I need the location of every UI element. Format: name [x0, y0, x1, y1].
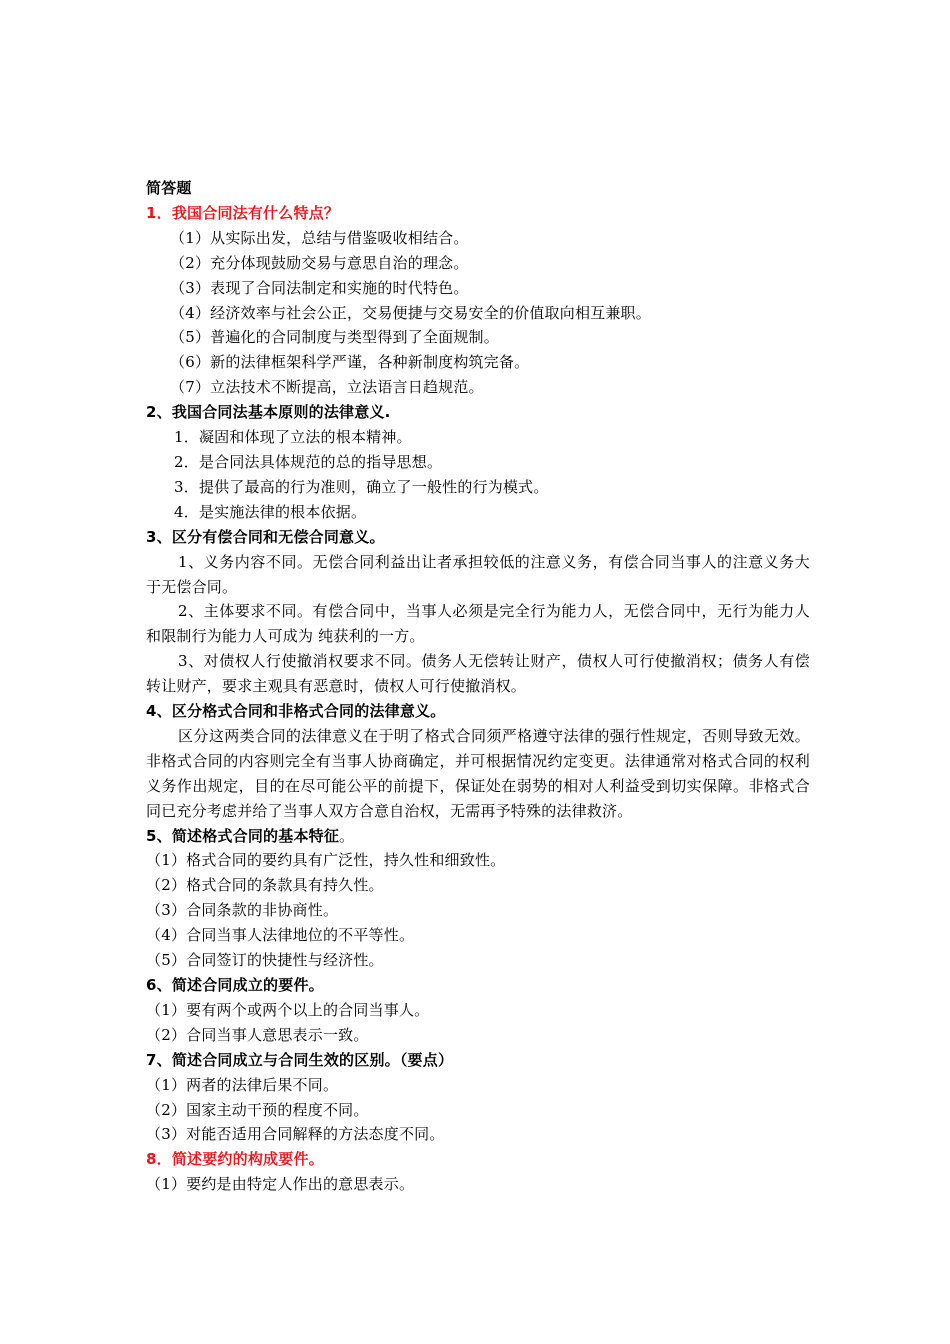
- question-5-title-tail: 。: [339, 826, 355, 845]
- question-3-paragraph: 3、对债权人行使撤消权要求不同。债务人无偿转让财产，债权人可行使撤消权；债务人有偿转让财产，要求主观具有恶意时，债权人可行使撤消权。: [146, 652, 810, 696]
- question-5-title-line: [146, 824, 810, 849]
- question-6-title: 6、简述合同成立的要件。: [146, 976, 324, 994]
- question-8-title: 8．简述要约的构成要件。: [146, 1150, 324, 1169]
- question-3-paragraph: 1、义务内容不同。无偿合同利益出让者承担较低的注意义务，有偿合同当事人的注意义务大于无偿合同。: [146, 552, 810, 596]
- question-2-title: 2、我国合同法基本原则的法律意义.: [146, 403, 391, 422]
- question-5-item: （3）合同条款的非协商性。: [146, 901, 339, 920]
- question-7-item: （3）对能否适用合同解释的方法态度不同。: [146, 1125, 445, 1144]
- question-3-paragraph: 2、主体要求不同。有偿合同中，当事人必须是完全行为能力人，无偿合同中，无行为能力人和限制行为能力人可成为 纯获利的一方。: [146, 602, 810, 646]
- question-1-item: （1）从实际出发，总结与借鉴吸收相结合。: [170, 228, 469, 247]
- question-5-item: （2）格式合同的条款具有持久性。: [146, 876, 384, 895]
- question-8-item: （1）要约是由特定人作出的意思表示。: [146, 1175, 415, 1194]
- question-7-item: （2）国家主动干预的程度不同。: [146, 1100, 369, 1119]
- question-5-item: （4）合同当事人法律地位的不平等性。: [146, 926, 415, 945]
- question-5-title: 5、简述格式合同的基本特征: [146, 826, 340, 845]
- question-2-item: 1．凝固和体现了立法的根本精神。: [174, 428, 412, 447]
- question-1-item: （4）经济效率与社会公正，交易便捷与交易安全的价值取向相互兼职。: [170, 303, 651, 322]
- question-6-item: （1）要有两个或两个以上的合同当事人。: [146, 1000, 430, 1019]
- question-2-item: 2．是合同法具体规范的总的指导思想。: [174, 452, 443, 471]
- question-5-item: （5）合同签订的快捷性与经济性。: [146, 951, 384, 970]
- question-1-item: （7）立法技术不断提高，立法语言日趋规范。: [170, 378, 484, 397]
- question-1-item: （5）普遍化的合同制度与类型得到了全面规制。: [170, 328, 499, 347]
- document-body: [146, 176, 810, 1197]
- question-1-item: （3）表现了合同法制定和实施的时代特色。: [170, 278, 469, 297]
- question-3-title: 3、区分有偿合同和无偿合同意义。: [146, 527, 385, 546]
- question-7-item: （1）两者的法律后果不同。: [146, 1075, 339, 1094]
- question-1-title: 1．我国合同法有什么特点？: [146, 203, 340, 222]
- question-5-item: （1）格式合同的要约具有广泛性，持久性和细致性。: [146, 851, 506, 870]
- question-1-item: （2）充分体现鼓励交易与意思自治的理念。: [170, 253, 469, 272]
- question-6-item: （2）合同当事人意思表示一致。: [146, 1025, 369, 1044]
- question-7-title: 7、简述合同成立与合同生效的区别。（要点）: [146, 1050, 454, 1069]
- question-1-item: （6）新的法律框架科学严谨，各种新制度构筑完备。: [170, 353, 530, 372]
- question-2-item: 3．提供了最高的行为准则，确立了一般性的行为模式。: [174, 477, 549, 496]
- question-4-title: 4、区分格式合同和非格式合同的法律意义。: [146, 702, 446, 721]
- section-heading: 简答题: [146, 179, 192, 197]
- question-2-item: 4．是实施法律的根本依据。: [174, 502, 367, 521]
- question-4-paragraph: 区分这两类合同的法律意义在于明了格式合同须严格遵守法律的强行性规定，否则导致无效。非格式合同的内容则完全有当事人协商确定，并可根据情况约定变更。法律通常对格式合同的权利义务作出规定，目的在尽可能公平的前提下，保证处在弱势的相对人利益受到切实保障。非格式合同已充分考虑并给了当事人双方合意自治权，无需再予特殊的法律救济。: [146, 726, 810, 820]
